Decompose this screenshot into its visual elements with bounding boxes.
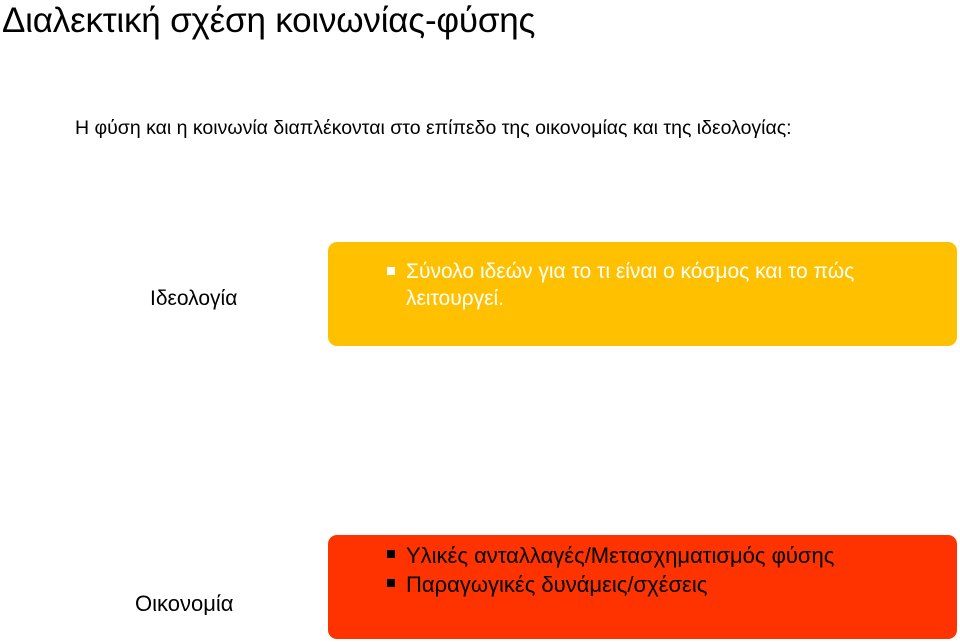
economy-label: Οικονομία <box>135 591 234 616</box>
economy-bullet <box>406 570 937 599</box>
ideology-box <box>328 242 957 346</box>
ideology-label: Ιδεολογία <box>150 287 238 310</box>
intro-paragraph: Η φύση και η κοινωνία διαπλέκονται στο επίπεδο της οικονομίας και της ιδεολογίας: <box>75 117 792 139</box>
economy-bullet <box>406 541 937 570</box>
ideology-bullet-list <box>406 258 937 312</box>
slide-title: Διαλεκτική σχέση κοινωνίας-φύσης <box>2 1 536 40</box>
economy-box <box>328 535 957 639</box>
ideology-bullet-text: Σύνολο ιδεών για το τι είναι ο κόσμος και το πώς λειτουργεί. <box>406 260 855 310</box>
economy-bullet-text: Υλικές ανταλλαγές/Μετασχηματισμός φύσης <box>406 543 835 568</box>
economy-bullet-list <box>406 541 937 599</box>
square-bullet-icon <box>387 550 395 558</box>
ideology-bullet <box>406 258 937 312</box>
square-bullet-icon <box>387 267 395 275</box>
economy-bullet-text: Παραγωγικές δυνάμεις/σχέσεις <box>406 572 708 597</box>
square-bullet-icon <box>387 579 395 587</box>
